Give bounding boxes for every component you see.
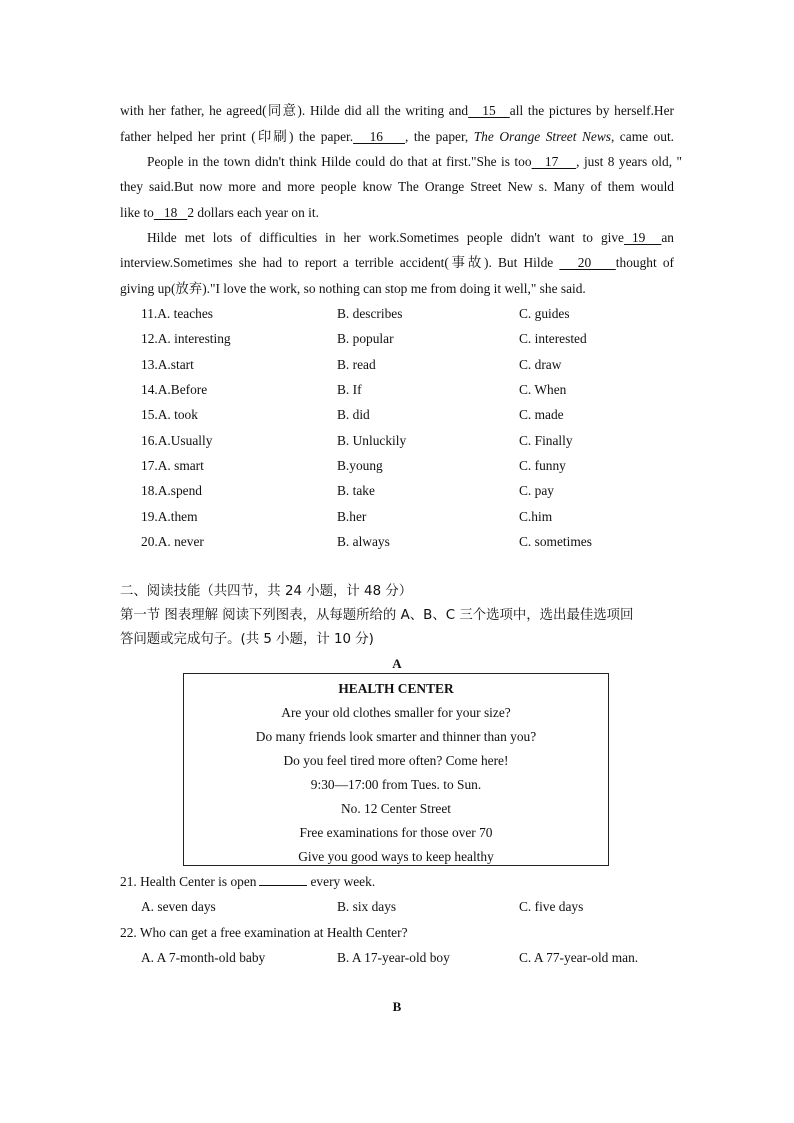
- notice-line: Are your old clothes smaller for your size?: [281, 705, 511, 720]
- section-instruction: 答问题或完成句子。(共 5 小题，计 10 分): [120, 632, 374, 647]
- option-row: [141, 507, 701, 527]
- option-a: 13.A.start: [141, 357, 194, 372]
- option-a: 14.A.Before: [141, 382, 208, 397]
- health-center-notice: [183, 673, 609, 866]
- passage-text: giving up(放弃)."I love the work, so nothing can stop me from doing it well," she said.: [120, 281, 586, 296]
- option-a: 19.A.them: [141, 509, 198, 524]
- passage-line: [120, 279, 674, 299]
- option-row: [141, 948, 701, 968]
- option-b: B.young: [337, 458, 383, 473]
- notice-line: Do many friends look smarter and thinner than you?: [255, 729, 537, 744]
- option-b: B. popular: [337, 331, 394, 346]
- blank-15: 15: [468, 103, 510, 118]
- answer-blank: [259, 873, 307, 886]
- passage-text: People in the town didn't think Hilde could do that at first."She is too: [147, 154, 532, 169]
- passage-line: [120, 127, 674, 147]
- section-heading: 二、阅读技能（共四节，共 24 小题，计 48 分）: [120, 584, 413, 599]
- passage-line: [120, 203, 674, 223]
- passage-text: thought of: [615, 255, 674, 270]
- passage-text: , just 8 years old, ": [576, 154, 682, 169]
- option-c: C. interested: [519, 331, 587, 346]
- option-c: C. pay: [519, 483, 554, 498]
- passage-text: all the pictures by herself.Her: [509, 103, 674, 118]
- option-c: C. When: [519, 382, 567, 397]
- blank-16: 16: [353, 129, 405, 144]
- option-row: [141, 897, 701, 917]
- option-row: [141, 304, 701, 324]
- passage-line: [147, 152, 682, 172]
- passage-text: with her father, he agreed(同意). Hilde did all the writing and: [120, 103, 469, 118]
- passage-text: father helped her print (印刷) the paper.: [120, 129, 354, 144]
- option-b: B. describes: [337, 306, 403, 321]
- notice-line: Free examinations for those over 70: [299, 825, 493, 840]
- option-c: C.him: [519, 509, 553, 524]
- option-b: B. A 17-year-old boy: [337, 950, 450, 965]
- option-row: [141, 355, 701, 375]
- passage-text: , the paper,: [404, 129, 474, 144]
- question-stem: 22. Who can get a free examination at Health Center?: [120, 925, 408, 940]
- option-c: C. funny: [519, 458, 566, 473]
- blank-19: 19: [624, 230, 662, 245]
- option-a: 20.A. never: [141, 534, 204, 549]
- passage-label-b: B: [392, 999, 402, 1014]
- option-c: C. five days: [519, 899, 584, 914]
- passage-line: [147, 228, 674, 248]
- passage-text: 2 dollars each year on it.: [187, 205, 319, 220]
- option-c: C. Finally: [519, 433, 573, 448]
- option-b: B. always: [337, 534, 390, 549]
- option-b: B. six days: [337, 899, 397, 914]
- option-a: A. seven days: [141, 899, 216, 914]
- passage-text: Hilde met lots of difficulties in her work.Sometimes people didn't want to give: [147, 230, 624, 245]
- notice-line: 9:30—17:00 from Tues. to Sun.: [310, 777, 482, 792]
- option-row: [141, 431, 701, 451]
- option-c: C. sometimes: [519, 534, 592, 549]
- option-row: [141, 532, 701, 552]
- question-21: [120, 872, 375, 892]
- notice-line: Do you feel tired more often? Come here!: [283, 753, 509, 768]
- option-c: C. guides: [519, 306, 570, 321]
- notice-line: No. 12 Center Street: [340, 801, 452, 816]
- option-a: 16.A.Usually: [141, 433, 213, 448]
- passage-text: an: [661, 230, 674, 245]
- blank-17: 17: [531, 154, 577, 169]
- blank-18: 18: [153, 205, 188, 220]
- blank-20: 20: [559, 255, 616, 270]
- passage-text: , came out.: [610, 129, 675, 144]
- option-a: 12.A. interesting: [141, 331, 231, 346]
- notice-title: HEALTH CENTER: [338, 681, 454, 696]
- option-a: A. A 7-month-old baby: [141, 950, 266, 965]
- option-a: 17.A. smart: [141, 458, 204, 473]
- option-c: C. made: [519, 407, 564, 422]
- option-b: B. read: [337, 357, 376, 372]
- passage-line: [120, 253, 674, 273]
- passage-line: [120, 177, 674, 197]
- option-b: B. If: [337, 382, 362, 397]
- passage-text: like to: [120, 205, 154, 220]
- passage-label-a: A: [392, 656, 402, 671]
- question-stem: 21. Health Center is open: [120, 874, 257, 889]
- question-22: [120, 923, 408, 943]
- option-row: [141, 481, 701, 501]
- option-row: [141, 329, 701, 349]
- option-row: [141, 380, 701, 400]
- section-instruction: 第一节 图表理解 阅读下列图表，从每题所给的 A、B、C 三个选项中，选出最佳选项回: [120, 608, 634, 623]
- option-c: C. draw: [519, 357, 562, 372]
- notice-line: Give you good ways to keep healthy: [298, 849, 494, 864]
- passage-text: they said.But now more and more people know The Orange Street New s. Many of them would: [120, 179, 674, 194]
- option-row: [141, 405, 701, 425]
- option-c: C. A 77-year-old man.: [519, 950, 639, 965]
- option-a: 15.A. took: [141, 407, 198, 422]
- option-b: B. take: [337, 483, 375, 498]
- option-row: [141, 456, 701, 476]
- option-b: B. Unluckily: [337, 433, 407, 448]
- option-a: 18.A.spend: [141, 483, 202, 498]
- newspaper-title: The Orange Street News: [473, 129, 611, 144]
- passage-text: interview.Sometimes she had to report a terrible accident(事故). But Hilde: [120, 255, 560, 270]
- passage-line: [120, 101, 674, 121]
- question-stem: every week.: [310, 874, 376, 889]
- option-b: B. did: [337, 407, 370, 422]
- option-b: B.her: [337, 509, 367, 524]
- option-a: 11.A. teaches: [141, 306, 214, 321]
